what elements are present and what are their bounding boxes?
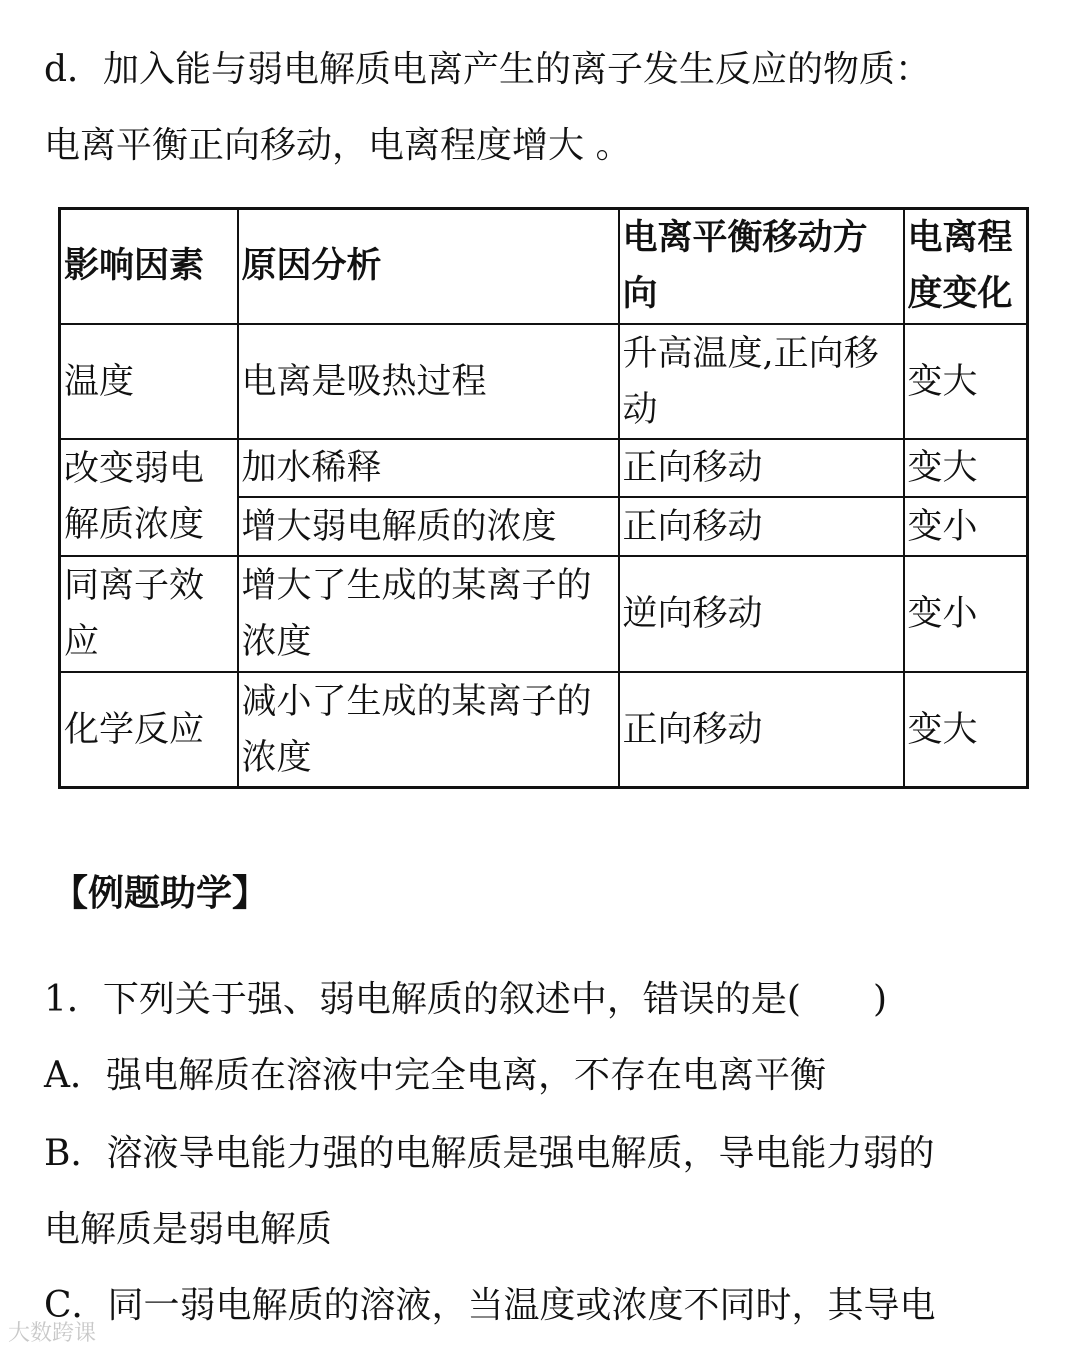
cell-change: 变大 xyxy=(904,324,1028,439)
cell-reason: 增大了生成的某离子的浓度 xyxy=(238,556,619,672)
option-b-line-1: B．溶液导电能力强的电解质是强电解质，导电能力弱的 xyxy=(44,1133,935,1174)
cell-factor: 温度 xyxy=(60,324,238,439)
cell-change: 变大 xyxy=(904,439,1028,497)
section-heading: 【例题助学】 xyxy=(52,872,269,914)
header-factor: 影响因素 xyxy=(60,209,238,324)
cell-factor: 化学反应 xyxy=(60,672,238,787)
ionization-factor-table xyxy=(58,207,1029,789)
cell-reason: 增大弱电解质的浓度 xyxy=(238,497,619,555)
intro-line-1: d．加入能与弱电解质电离产生的离子发生反应的物质： xyxy=(44,49,932,90)
header-direction: 电离平衡移动方向 xyxy=(619,209,904,324)
cell-change: 变大 xyxy=(904,672,1028,787)
table-row xyxy=(60,439,1028,497)
option-c-line-1: C．同一弱电解质的溶液，当温度或浓度不同时，其导电 xyxy=(44,1285,936,1326)
cell-direction: 正向移动 xyxy=(619,439,904,497)
cell-reason: 电离是吸热过程 xyxy=(238,324,619,439)
table-row xyxy=(60,556,1028,672)
header-reason: 原因分析 xyxy=(238,209,619,324)
cell-change: 变小 xyxy=(904,556,1028,672)
watermark: 大数跨课 xyxy=(8,1321,97,1346)
option-b-line-2: 电解质是弱电解质 xyxy=(44,1209,333,1250)
cell-direction: 逆向移动 xyxy=(619,556,904,672)
cell-factor: 改变弱电解质浓度 xyxy=(60,439,238,555)
cell-reason: 减小了生成的某离子的浓度 xyxy=(238,672,619,787)
table-header-row xyxy=(60,209,1028,324)
table-row xyxy=(60,672,1028,787)
table-row xyxy=(60,324,1028,439)
cell-direction: 升高温度,正向移动 xyxy=(619,324,904,439)
cell-direction: 正向移动 xyxy=(619,672,904,787)
intro-line-2: 电离平衡正向移动，电离程度增大 。 xyxy=(44,125,632,166)
question-stem: 1．下列关于强、弱电解质的叙述中，错误的是( ) xyxy=(44,979,887,1020)
option-a: A．强电解质在溶液中完全电离，不存在电离平衡 xyxy=(44,1055,826,1096)
cell-direction: 正向移动 xyxy=(619,497,904,555)
cell-change: 变小 xyxy=(904,497,1028,555)
header-change: 电离程度变化 xyxy=(904,209,1028,324)
cell-factor: 同离子效应 xyxy=(60,556,238,672)
cell-reason: 加水稀释 xyxy=(238,439,619,497)
